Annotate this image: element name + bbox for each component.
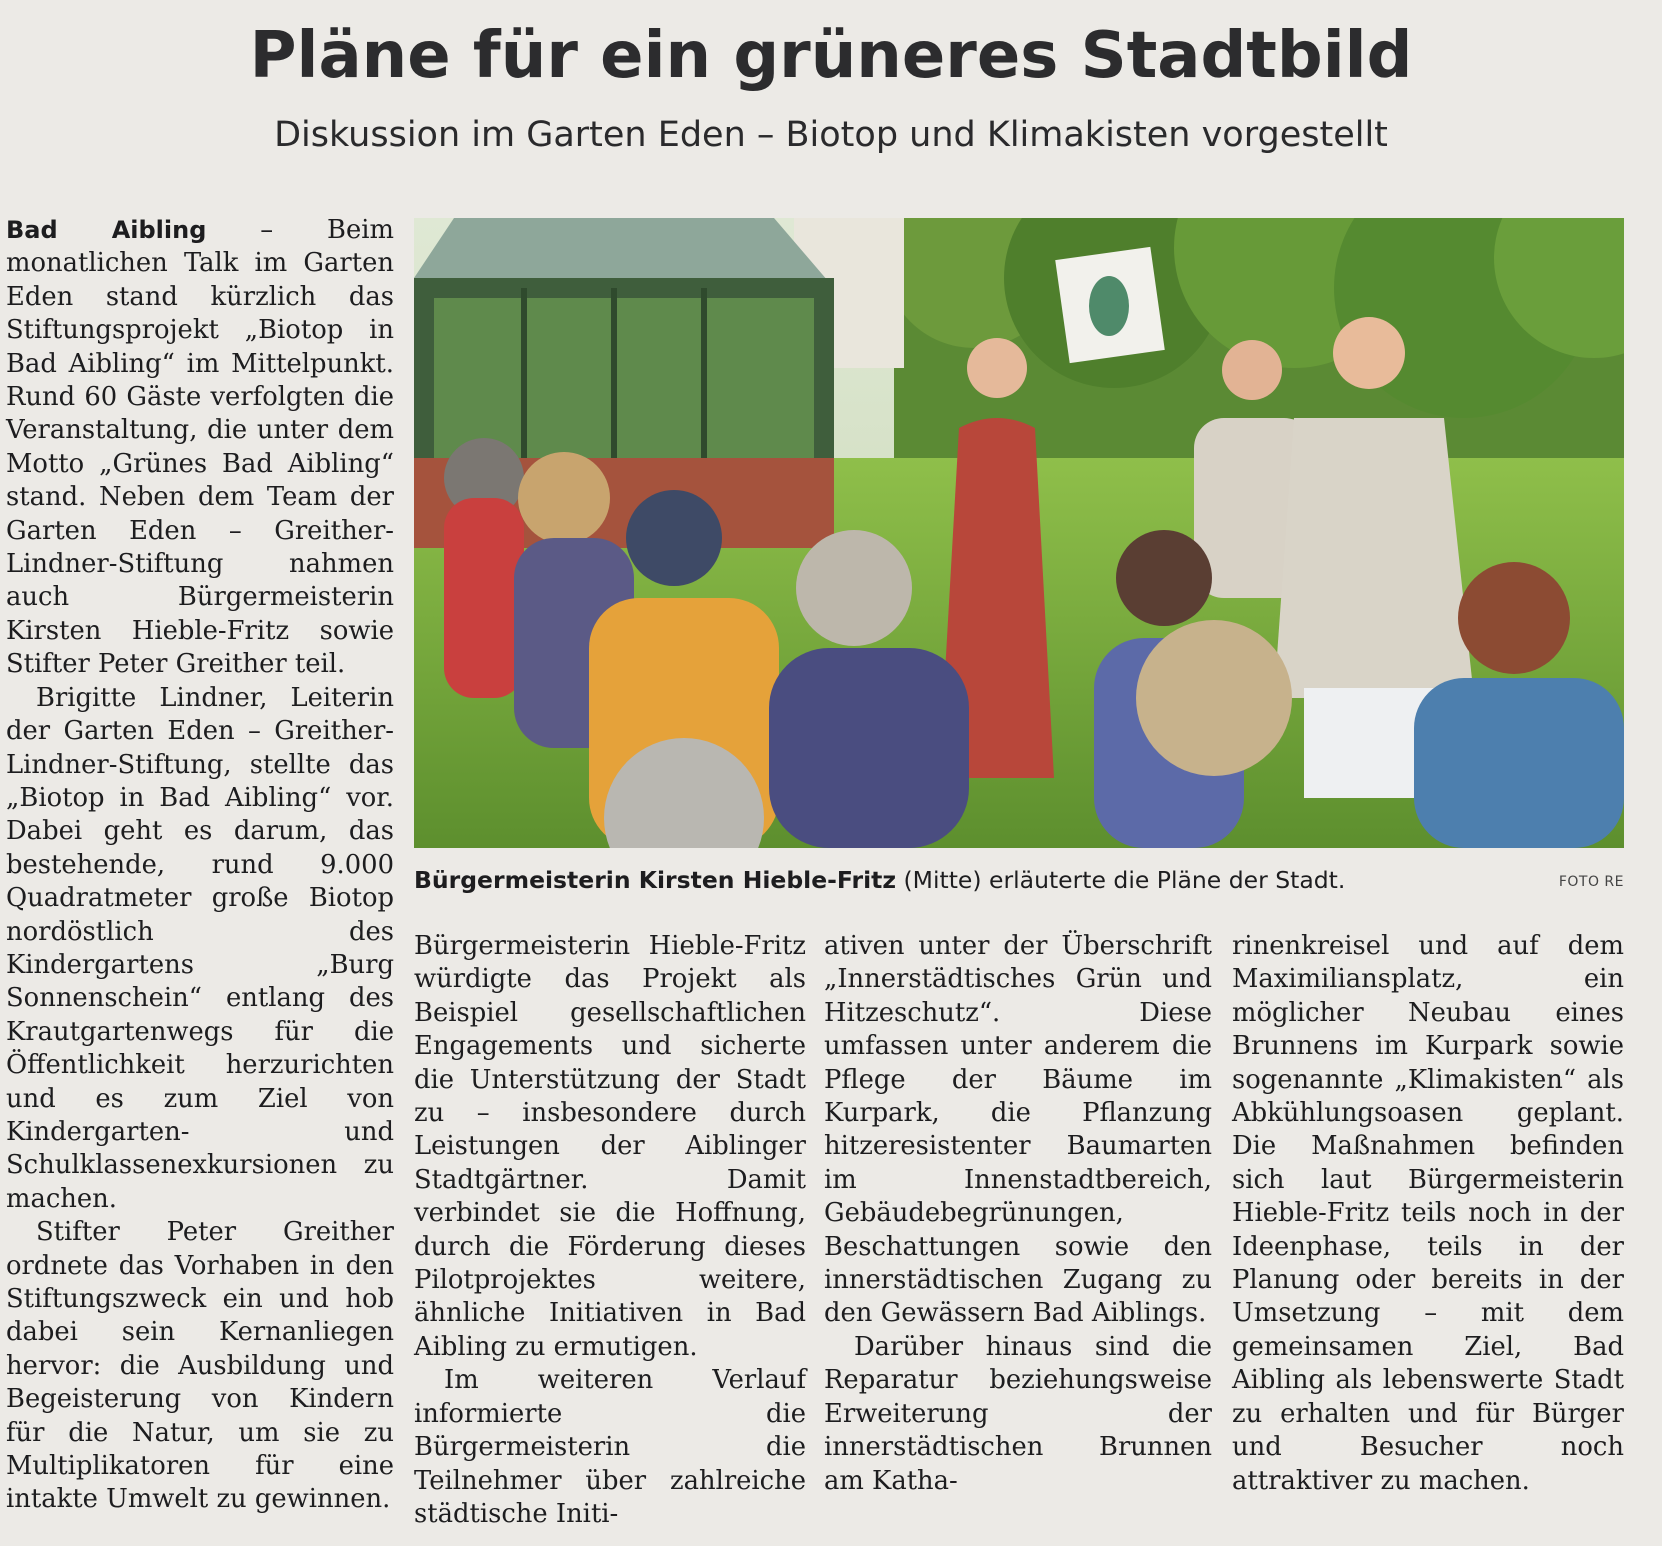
paragraph: Darüber hinaus sind die Reparatur beziehungsweise Erweiterung der innerstädtischen Brunnen am Katha-	[824, 1331, 1212, 1496]
paragraph: Im weiteren Verlauf informierte die Bürgermeisterin die Teilnehmer über zahlreiche städtische Initi-	[414, 1365, 806, 1529]
board-sign	[1055, 247, 1165, 363]
dateline: Bad Aibling	[6, 216, 207, 244]
article-column-1	[6, 214, 394, 1517]
caption-text: (Mitte) erläuterte die Pläne der Stadt.	[896, 866, 1346, 894]
article-column-3	[824, 930, 1212, 1498]
article-column-4	[1232, 930, 1624, 1498]
paragraph	[6, 214, 394, 682]
paragraph: ativen unter der Überschrift „Innerstädtisches Grün und Hitzeschutz“. Diese umfassen unter anderem die Pflege der Bäume im Kurpark, die Pflanzung hitzeresistenter Baumarten im Innenstadtbereich, Gebäudebegrünungen, Beschattungen sowie den innerstädtischen Zugang zu den Gewässern Bad Aiblings.	[824, 931, 1212, 1329]
paragraph-text: – Beim monatlichen Talk im Garten Eden stand kürzlich das Stiftungsprojekt „Biotop in Bad Aibling“ im Mittelpunkt. Rund 60 Gäste verfolgten die Veranstaltung, die unter dem Motto „Grünes Bad Aibling“ stand. Neben dem Team der Garten Eden – Greither-Lindner-Stiftung nahmen auch Bürgermeisterin Kirsten Hieble-Fritz sowie Stifter Peter Greither teil.	[6, 215, 394, 680]
paragraph: Brigitte Lindner, Leiterin der Garten Eden – Greither-Lindner-Stiftung, stellte das „Biotop in Bad Aibling“ vor. Dabei geht es darum, das bestehende, rund 9.000 Quadratmeter große Biotop nordöstlich des Kindergartens „Burg Sonnenschein“ entlang des Krautgartenwegs für die Öffentlichkeit herzurichten und es zum Ziel von Kindergarten- und Schulklassenexkursionen zu machen.	[6, 682, 394, 1214]
caption-bold: Bürgermeisterin Kirsten Hieble-Fritz	[414, 866, 897, 894]
paragraph: rinenkreisel und auf dem Maximiliansplatz, ein möglicher Neubau eines Brunnens im Kurpark sowie sogenannte „Klimakisten“ als Abkühlungsoasen geplant. Die Maßnahmen befinden sich laut Bürgermeisterin Hieble-Fritz teils noch in der Ideenphase, teils in der Planung oder bereits in der Umsetzung – mit dem gemeinsamen Ziel, Bad Aibling als lebenswerte Stadt zu erhalten und für Bürger und Besucher noch attraktiver zu machen.	[1232, 931, 1624, 1496]
paragraph: Stifter Peter Greither ordnete das Vorhaben in den Stiftungszweck ein und hob dabei sein Kernanliegen hervor: die Ausbildung und Begeisterung von Kindern für die Natur, um sie zu Multiplikatoren für eine intakte Umwelt zu gewinnen.	[6, 1217, 394, 1515]
photo-credit: FOTO RE	[1558, 874, 1624, 890]
paragraph: Bürgermeisterin Hieble-Fritz würdigte das Projekt als Beispiel gesellschaftlichen Engagements und sicherte die Unterstützung der Stadt zu – insbesondere durch Leistungen der Aiblinger Stadtgärtner. Damit verbindet sie die Hoffnung, durch die Förderung dieses Pilotprojektes weitere, ähnliche Initiativen in Bad Aibling zu ermutigen.	[414, 931, 806, 1362]
event-photo	[414, 218, 1624, 848]
headline: Pläne für ein grüneres Stadtbild	[249, 19, 1413, 93]
subheadline: Diskussion im Garten Eden – Biotop und Klimakisten vorgestellt	[274, 115, 1388, 155]
article-column-2	[414, 930, 806, 1531]
photo-caption	[414, 862, 1624, 898]
